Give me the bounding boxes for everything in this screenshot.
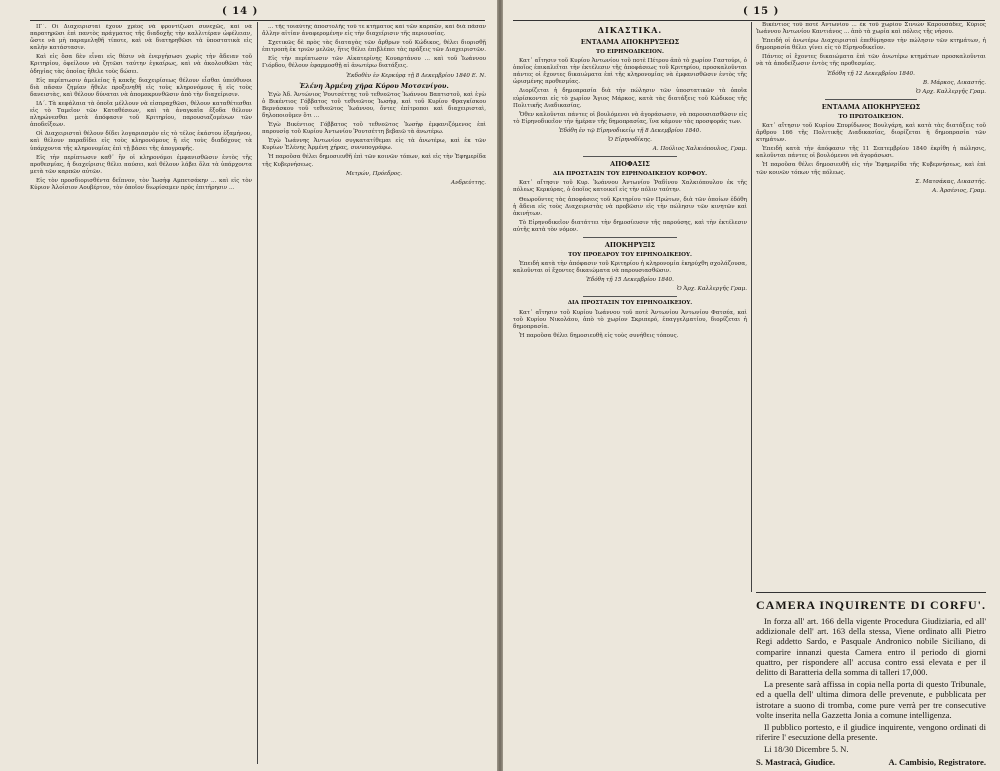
notice-body: [756, 616, 986, 755]
signature: Ὁ Αρχ. Καλλεργῆς Γραμ.: [915, 88, 986, 95]
paragraph: Ἐπειδὴ οἱ ἀνωτέρω Διαχειρισταὶ ἐπεθύμησαν τὴν πώλησιν τῶν κτημάτων, ἡ δημοπρασία θέλει γίνει εἰς τὸ Εἰρηνοδικεῖον.: [756, 38, 986, 52]
signature: Σ. Ματσάκας, Δικαστής.: [915, 178, 986, 185]
paragraph: Κατ᾽ αἴτησιν τοῦ Κυρ. Ἰωάννου Ἀντωνίου Ῥαδίνου Χαλκιόπουλου ἐκ τῆς πόλεως Κερκύρας, ὁ ὁποῖος κατοικεῖ εἰς τὴν πόλιν ταύτην.: [513, 180, 747, 194]
signatory-name: Ἐλένη Ἀρμένη χήρα Κύρου Μοτσενίγου.: [299, 81, 449, 90]
paragraph: Εἰς τὸν προσδιορισθέντα δεῖπνον, τὸν Ἰωσὴφ Αμπετσάκην ... καὶ εἰς τὸν Κύριον Ἀλοΐσιον Αουβέρτον, τὸν ὁποῖον διωρίσαμεν πρὸς ἐπιτήρησιν ...: [30, 177, 252, 191]
section-heading: ΔΙΚΑΣΤΙΚΑ.: [597, 25, 663, 35]
divider: [583, 237, 677, 238]
divider: [583, 296, 677, 297]
signature: Ὁ Ἀρχ. Καλλεργῆς Γραμ.: [676, 286, 747, 293]
paragraph: Βικέντιος τοῦ ποτὲ Ἀντωνίου ... ἐκ τοῦ χωρίου Σινιών Καρουσάδες, Κύριος Ἰωάννου Ἀντωνίου Καντιάνος ... ἀπὸ τὰ χωρία καὶ πόλεις τῆς νήσου.: [756, 22, 986, 36]
column-rule: [257, 22, 258, 764]
signature-president: Μετρών, Πρόεδρος.: [345, 170, 403, 177]
notice-subtitle: ΤΟΥ ΠΡΟΕΔΡΟΥ ΤΟΥ ΕΙΡΗΝΟΔΙΚΕΙΟΥ.: [568, 251, 692, 258]
paragraph: ... τῆς τοιαύτης ἀποστολῆς τοῦ τε κτήματος καὶ τῶν καρπῶν, καὶ διὰ πᾶσαν ἄλλην αἰτίαν ἀναφερομένην εἰς τὴν διαχείρισιν τῆς περιουσίας.: [262, 24, 486, 38]
paragraph: Ἐπειδὴ κατὰ τὴν ἀπόφασιν τοῦ Κριτηρίου ἡ κληρονομία ἐκηρύχθη σχολάζουσα, καλοῦνται οἱ ἔχοντες δικαιώματα νὰ παρουσιασθῶσιν.: [513, 261, 747, 275]
paragraph: Ἐγὼ Ἰωάννης Ἀντωνίου συγκατατίθεμαι εἰς τὰ ἀνωτέρω, καὶ ἐκ τῶν Κυρίων Ἐλένης Ἀρμένη χήρας, συνυπογράφω.: [262, 138, 486, 152]
signature-judge: S. Mastracà, Giudice.: [756, 756, 836, 766]
paragraph: Σχετικῶς δὲ πρὸς τὰς διαταγὰς τῶν ἄρθρων τοῦ Κώδικος, θέλει διορισθῇ ἐπιτροπὴ ἐκ τριῶν μελῶν, ἥτις θέλει ἐπιβλέπει τὰς πράξεις τῶν Διαχειριστῶν.: [262, 40, 486, 54]
italian-notice: [756, 596, 986, 766]
paragraph: Κατ᾽ αἴτησιν τοῦ Κυρίου Ἀντωνίου τοῦ ποτὲ Πέτρου ἀπὸ τὸ χωρίον Γαστούρι, ὁ ὁποῖος ἐπικαλεῖται τὴν ἐκτέλεσιν τῆς ἀποφάσεως τοῦ Κριτηρίου, προσκαλοῦνται πάντες οἱ ἔχοντες δικαιώματα ἐπὶ τῆς κληρονομίας νὰ ἐμφανισθῶσιν ἐντὸς τῆς ὡρισμένης προθεσμίας.: [513, 58, 747, 86]
date-line: Ἐδόθη τῇ 15 Δεκεμβρίου 1840.: [586, 277, 674, 284]
paragraph: Ἐγὼ Βικέντιος Γόββατος τοῦ τεθνεῶτος Ἰωσὴφ ἐμφανιζόμενος ἐπὶ παρουσίᾳ τοῦ Κυρίου Ἀντωνίου Ῥουτσέττη βεβαιῶ τὰ ἀνωτέρω.: [262, 122, 486, 136]
paragraph: Ἡ παροῦσα θέλει δημοσιευθῆ ἐπὶ τῶν κοινῶν τόπων, καὶ εἰς τὴν Ἐφημερίδα τῆς Κυβερνήσεως.: [262, 154, 486, 168]
paragraph: Οἱ Διαχειρισταὶ θέλουν δίδει λογαριασμὸν εἰς τὸ τέλος ἑκάστου ἑξαμήνου, καὶ θέλουν παραδίδει εἰς τοὺς κληρονόμους ἢ εἰς τοὺς διαδόχους τὰ ὑπάρχοντα τῆς κληρονομίας ἐπὶ τῇ βάσει τῆς ἀπογραφῆς.: [30, 131, 252, 152]
notice-subtitle: ΤΟ ΠΡΩΤΟΔΙΚΕΙΟΝ.: [838, 113, 904, 120]
signature-registrar: A. Cambisio, Registratore.: [888, 756, 986, 766]
divider: [825, 99, 917, 100]
divider: [583, 156, 677, 157]
left-column-1: [30, 24, 252, 766]
section-rule: [756, 592, 986, 593]
page-number: ( 14 ): [222, 6, 259, 17]
notice-title: ΕΝΤΑΛΜΑ ΑΠΟΚΗΡΥΞΕΩΣ: [580, 38, 680, 46]
signature: Α. Πούλιος Χαλκιόπουλος, Γραμ.: [652, 146, 747, 153]
paragraph: Ἡ παροῦσα θέλει δημοσιευθῆ εἰς τοὺς συνήθεις τόπους.: [519, 332, 679, 339]
signature: Β. Μάρκος, Δικαστής.: [922, 79, 986, 86]
signature-secretary: Ανδρεύττης.: [451, 179, 486, 186]
notice-title: CAMERA INQUIRENTE DI CORFU'.: [756, 598, 986, 612]
date-line: Ἐκδοθὲν ἐν Κερκύρᾳ τῇ 8 Δεκεμβρίου 1840 Ε. Ν.: [346, 72, 486, 79]
paragraph: Κατ᾽ αἴτησιν τοῦ Κυρίου Ἰωάννου τοῦ ποτὲ Ἀντωνίου Ἀντωνίου Φατσέα, καὶ τοῦ Κυρίου Νικολάου, ἀπὸ τὸ χωρίον Σκριπερό, ἐπαγγελματίου, διορίζεται ἡ δημοπρασία.: [513, 309, 747, 330]
paragraph: Θεωροῦντες τὰς ἀποφάσεις τοῦ Κριτηρίου τῶν Πρώτων, διὰ τῶν ὁποίων ἐδόθη ἡ ἄδεια εἰς τοὺς Διαχειριστὰς νὰ προβῶσιν εἰς τὴν πώλησιν τῶν κινητῶν καὶ ἀκινήτων.: [513, 196, 747, 217]
page-number: ( 15 ): [743, 6, 780, 17]
notice-title: ΕΝΤΑΛΜΑ ΑΠΟΚΗΡΥΞΕΩΣ: [821, 102, 921, 111]
date-line: Li 18/30 Dicembre 5. N.: [764, 744, 849, 755]
signature: Α. Ἀρσένιος, Γραμ.: [932, 187, 986, 194]
notice-title: ΔΙΑ ΠΡΟΣΤΑΣΙΝ ΤΟΥ ΕΙΡΗΝΟΔΙΚΕΙΟΥ.: [567, 300, 693, 307]
left-page: [0, 0, 497, 771]
paragraph: Εἰς περίπτωσιν ἀμελείας ἢ κακῆς διαχειρίσεως θέλουν εἶσθαι ὑπεύθυνοι διὰ πᾶσαν ζημίαν ἤθελε προξενηθῆ εἰς τοὺς κληρονόμους ἢ εἰς τοὺς δανειστὰς, καὶ θέλουν δύναται νὰ ἀπομακρυνθῶσιν ἀπὸ τὴν διαχείρισιν.: [30, 77, 252, 98]
paragraph: Καὶ εἰς ὅσα δὲν εἶναι εἰς θέσιν νὰ ἐνεργήσωσι χωρὶς τὴν ἄδειαν τοῦ Κριτηρίου, ὀφείλουν νὰ ζητῶσι ταύτην ἐγκαίρως, καὶ νὰ ἀκολουθῶσι τὰς ὁδηγίας τὰς ὁποίας ἤθελε τοὺς δώσει.: [30, 54, 252, 75]
paragraph: Πάντες οἱ ἔχοντες δικαιώματα ἐπὶ τῶν ἀνωτέρω κτημάτων προσκαλοῦνται νὰ τὰ ἀποδείξωσιν ἐντὸς τῆς προθεσμίας.: [756, 54, 986, 68]
paragraph: ΙΔ΄. Τὰ κεφάλαια τὰ ὁποῖα μέλλουν νὰ εἰσπραχθῶσι, θέλουν καταθέτεσθαι εἰς τὸ Ταμεῖον τῶν Καταθέσεων, καὶ τὰ ἀναγκαῖα ἔξοδα θέλουν πληρώνεσθαι μετὰ ἀπόφασιν τοῦ Κριτηρίου, παρουσιαζομένων τῶν ἀποδείξεων.: [30, 100, 252, 129]
right-column-1: [513, 22, 747, 767]
paragraph: Διορίζεται ἡ δημοπρασία διὰ τὴν πώλησιν τῶν ὑποστατικῶν τὰ ὁποῖα εὑρίσκονται εἰς τὸ χωρίον Ἅγιος Μάρκος, κατὰ τὰς διατάξεις τοῦ Κώδικος τῆς Πολιτικῆς Διαδικασίας.: [513, 88, 747, 109]
paragraph: Ὅθεν καλοῦνται πάντες οἱ βουλόμενοι νὰ ἀγοράσωσιν, νὰ παρουσιασθῶσιν εἰς τὸ Εἰρηνοδικεῖον τὴν ἡμέραν τῆς δημοπρασίας, ἵνα κάμουν τὰς προσφοράς των.: [513, 111, 747, 125]
paragraph: In forza all' art. 166 della vigente Procedura Giudiziaria, ed all' addizionale dell' art. 163 della stessa, Viene ordinato alli Pietro Regi addetto Sardo, e Pasquale Andronico nobile Siciliano, di comparire innanzi questa Camera entro il periodo di giorni quattro, per rispondere all' accusa contro essi elevata e per il delitto di Baratteria della somma di talleri 17,000.: [756, 616, 986, 678]
notice-title: ΑΠΟΚΗΡΥΞΙΣ: [604, 240, 656, 249]
paragraph: ΙΓ΄. Οἱ Διαχειρισταὶ ἔχουν χρέος νὰ φροντίζωσι συνεχῶς, καὶ νὰ παρατηρῶσι ἐπὶ παντὸς πράγματος τῆς διαδοχῆς τὴν καλλιτέραν ὠφέλειαν, ὥστε νὰ μὴ παραμεληθῆ τίποτε, καὶ νὰ διατηρηθῶσι τὰ ὑποστατικὰ εἰς καλὴν κατάστασιν.: [30, 24, 252, 52]
right-page: [503, 0, 1000, 771]
paragraph: Κατ᾽ αἴτησιν τοῦ Κυρίου Σπυρίδωνος Βουλγάρη, καὶ κατὰ τὰς διατάξεις τοῦ ἄρθρου 166 τῆς Πολιτικῆς Διαδικασίας, διορίζεται ἡ δημοπρασία τῶν κτημάτων.: [756, 122, 986, 144]
header-rule: [30, 20, 485, 21]
paragraph: La presente sarà affissa in copia nella porta di questo Tribunale, ed a quella dell' ultima dimora delle prevenute, e pubblicata per istrotare a suono di tromba, come pure verrà per tre consecutive volte inserita nella Gazzetta Jonia a comune intelligenza.: [756, 679, 986, 720]
notice-subtitle: ΤΟ ΕΙΡΗΝΟΔΙΚΕΙΟΝ.: [596, 49, 664, 55]
paragraph: Τὸ Εἰρηνοδικεῖον διατάττει τὴν δημοσίευσιν τῆς παρούσης, καὶ τὴν ἐκτέλεσιν αὐτῆς κατὰ τὸν νόμον.: [513, 219, 747, 233]
signature: Ὁ Εἰρηνοδίκης.: [608, 137, 652, 144]
notice-title: ΑΠΟΦΑΣΙΣ: [610, 160, 650, 169]
paragraph: Εἰς τὴν περίπτωσιν καθ᾽ ἣν οἱ κληρονόμοι ἐμφανισθῶσιν ἐντὸς τῆς προθεσμίας, ἡ διαχείρισις θέλει παύσει, καὶ θέλουν λάβει ὅλα τὰ ὑπάρχοντα μετὰ τῶν καρπῶν αὐτῶν.: [30, 154, 252, 175]
right-column-2: [756, 22, 986, 590]
left-column-2: [262, 24, 486, 766]
paragraph: Ἡ παροῦσα θέλει δημοσιευθῆ εἰς τὴν Ἐφημερίδα τῆς Κυβερνήσεως, καὶ ἐπὶ τῶν κοινῶν τόπων τῆς πόλεως.: [756, 162, 986, 176]
column-rule: [751, 22, 752, 592]
date-line: Ἐδόθη τῇ 12 Δεκεμβρίου 1840.: [827, 70, 915, 77]
notice-subtitle: ΔΙΑ ΠΡΟΣΤΑΣΙΝ ΤΟΥ ΕΙΡΗΝΟΔΙΚΕΙΟΥ ΚΟΡΦΟΥ.: [552, 171, 708, 178]
paragraph: Ἐπειδὴ κατὰ τὴν ἀπόφασιν τῆς 11 Σεπτεμβρίου 1840 ἐκρίθη ἡ πώλησις, καλοῦνται πάντες οἱ βουλόμενοι νὰ ἀγοράσωσι.: [756, 146, 986, 160]
paragraph: Ἐγὼ Ἀδ. Ἀντώνιος Ῥουτσέττης τοῦ τεθνεῶτος Ἰωάννου Βαπτιστοῦ, καὶ ἐγὼ ὁ Βικέντιος Γόββατος τοῦ τεθνεῶτος Ἰωσὴφ, καὶ τοῦ Κυρίου Φραγκίσκου Βερνάσκου τοῦ τεθνεῶτος Ἰωάννου, ὄντες ἐπίτροποι καὶ διαχειρισταὶ, δηλοποιοῦμεν ὅτι ...: [262, 91, 486, 119]
paragraph: Εἰς τὴν περίπτωσιν τῶν Αἰκατερίνης Κουαρτάνου ... καὶ τοῦ Ἰωάννου Γιόρδου, θέλουν ἐφαρμοσθῇ αἱ ἀνωτέρω διατάξεις.: [262, 56, 486, 70]
header-rule: [513, 20, 985, 21]
signature-row: [756, 757, 986, 766]
date-line: Ἐδόθη ἐν τῷ Εἰρηνοδικείῳ τῇ 8 Δεκεμβρίου 1840.: [558, 127, 702, 134]
paragraph: Il pubblico portesto, e il giudice inquirente, vengono ordinati di riferire l' esecuzione della presente.: [756, 722, 986, 743]
